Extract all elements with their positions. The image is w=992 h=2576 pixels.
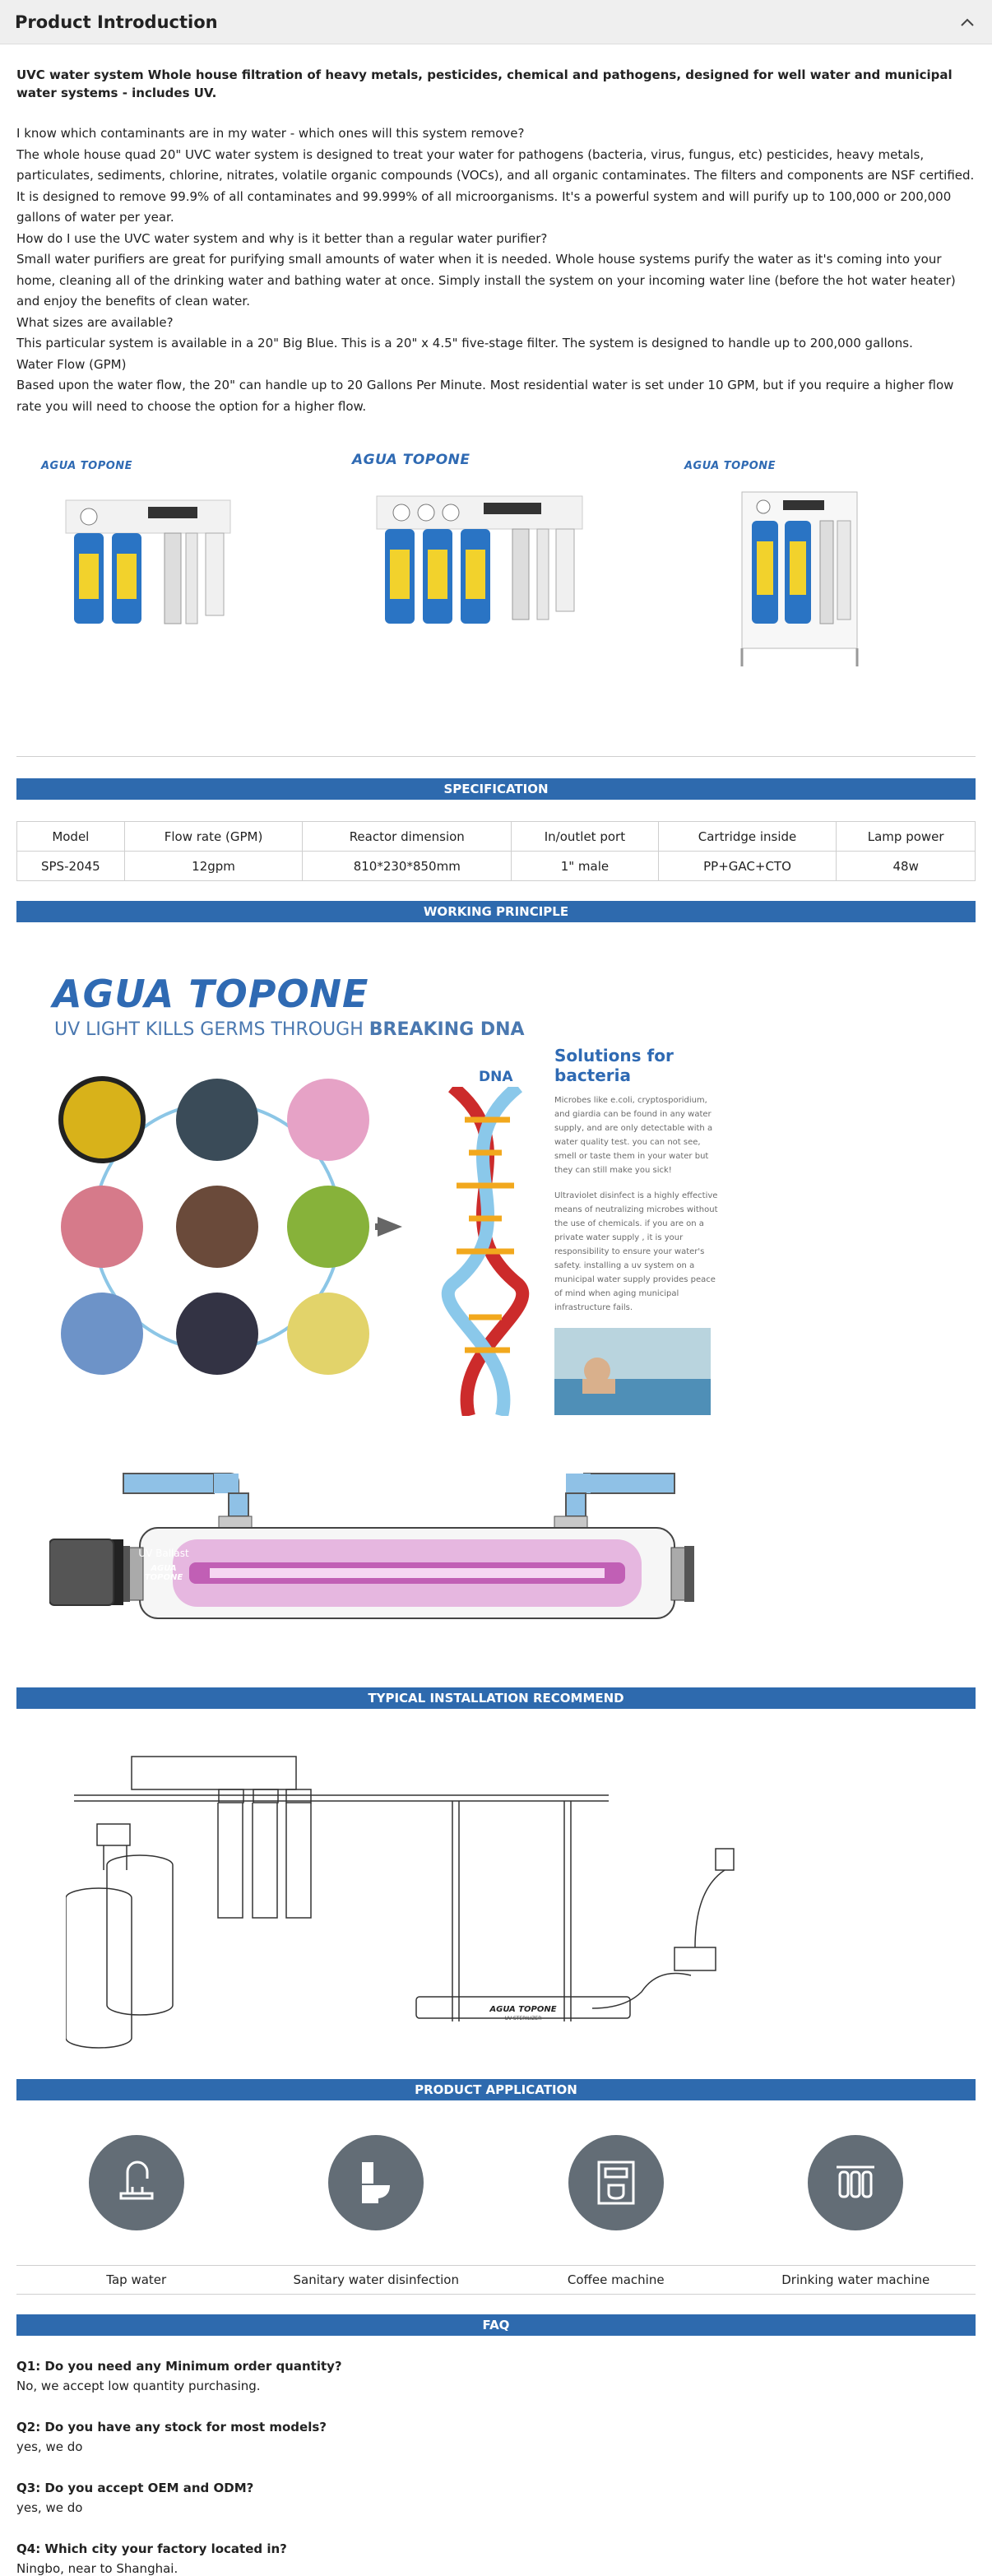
faq-answer: Ningbo, near to Shanghai.	[16, 2561, 178, 2576]
solutions-title: Solutions for bacteria	[554, 1046, 674, 1085]
table-cell: 12gpm	[124, 852, 303, 881]
solutions-paragraph: Microbes like e.coli, cryptosporidium, and giardia can be found in any water supply, and are only detectable with a water quality test. you can not see, smell or taste them in your water but they can still make you sick!	[554, 1096, 713, 1175]
brand-logo: AGUA TOPONE	[53, 972, 369, 1016]
section-header[interactable]	[0, 0, 992, 44]
table-header: In/outlet port	[512, 822, 659, 852]
faq-question: Q4: Which city your factory located in?	[16, 2541, 287, 2556]
product-gallery	[16, 443, 976, 756]
intro-paragraph: The whole house quad 20" UVC water system is designed to treat your water for pathogens (bacteria, virus, fungus, etc) pesticides, heavy metals, particulates, sediments, chlorine, nitrates, volatile organic compounds (VOCs), and all organic contaminates. The filters and components are NSF certified. It is designed to remove 99.9% of all contaminates and 99.999% of all microorganisms. It's a powerful system and will purify up to 100,000 or 200,000 gallons of water per year.	[16, 146, 975, 225]
faq-answer: yes, we do	[16, 2500, 83, 2515]
application-labels	[16, 2265, 976, 2295]
application-icons	[16, 2100, 976, 2265]
table-header: Lamp power	[837, 822, 976, 852]
table-row	[17, 852, 976, 881]
intro-paragraph: Based upon the water flow, the 20" can handle up to 20 Gallons Per Minute. Most residential water is set under 10 GPM, but if you require a higher flow rate you will need to choose the option for a higher flow.	[16, 378, 954, 414]
table-header: Flow rate (GPM)	[124, 822, 303, 852]
table-cell: PP+GAC+CTO	[658, 852, 837, 881]
table-cell: SPS-2045	[17, 852, 125, 881]
working-principle-graphic	[16, 922, 976, 1432]
uv-ballast-label: UV Ballast	[138, 1548, 189, 1559]
spec-table	[16, 821, 976, 881]
product-image-cabinet[interactable]	[684, 460, 882, 676]
uv-tagline	[54, 1019, 525, 1040]
dna-label: DNA	[479, 1069, 513, 1085]
chevron-up-icon[interactable]	[959, 14, 976, 30]
faq-question: Q1: Do you need any Minimum order quantity?	[16, 2359, 342, 2374]
section-bar-specification: SPECIFICATION	[16, 778, 976, 800]
intro-paragraph: What sizes are available?	[16, 314, 174, 330]
table-header-row	[17, 822, 976, 852]
section-bar-installation: TYPICAL INSTALLATION RECOMMEND	[16, 1687, 976, 1709]
divider	[16, 756, 976, 757]
intro-paragraph: I know which contaminants are in my water - which ones will this system remove?	[16, 126, 525, 141]
application-label: Tap water	[106, 2272, 167, 2287]
table-header: Cartridge inside	[658, 822, 837, 852]
brand-logo: AGUA TOPONE	[41, 460, 133, 472]
intro-paragraph: This particular system is available in a 20" Big Blue. This is a 20" x 4.5" five-stage filter. The system is designed to handle up to 200,000 gallons.	[16, 336, 913, 350]
installation-brand: AGUA TOPONE	[489, 2005, 557, 2014]
table-cell: 1" male	[512, 852, 659, 881]
pool-photo	[554, 1328, 711, 1415]
installation-sub: UV STERILIZER	[504, 2016, 542, 2021]
table-cell: 48w	[837, 852, 976, 881]
dna-helix-illustration	[420, 1087, 551, 1416]
product-image-2stage[interactable]	[41, 460, 255, 652]
coffee-machine-icon	[568, 2135, 664, 2230]
drinking-water-machine-icon	[808, 2135, 903, 2230]
product-image-3stage[interactable]	[352, 452, 599, 656]
solutions-block	[554, 1046, 719, 1418]
application-label: Sanitary water disinfection	[293, 2272, 459, 2287]
intro-paragraph: How do I use the UVC water system and why is it better than a regular water purifier?	[16, 230, 548, 246]
uv-tagline-a: UV LIGHT KILLS GERMS THROUGH	[54, 1019, 369, 1040]
table-cell: 810*230*850mm	[303, 852, 512, 881]
faq-list	[16, 2359, 976, 2576]
section-bar-working-principle: WORKING PRINCIPLE	[16, 901, 976, 922]
tap-water-icon	[89, 2135, 184, 2230]
table-header: Model	[17, 822, 125, 852]
microbes-illustration	[53, 1070, 415, 1383]
section-bar-application: PRODUCT APPLICATION	[16, 2079, 976, 2100]
intro-lead: UVC water system Whole house filtration of heavy metals, pesticides, chemical and pathogens, designed for well water and municipal water systems - includes UV.	[16, 67, 953, 100]
intro-body	[16, 123, 976, 417]
application-label: Drinking water machine	[781, 2272, 930, 2287]
brand-logo: AGUA TOPONE	[684, 460, 776, 472]
installation-diagram	[16, 1709, 976, 2079]
uv-ballast-brand: AGUA TOPONE	[144, 1564, 183, 1582]
uv-tagline-b: BREAKING DNA	[369, 1019, 525, 1040]
toilet-icon	[328, 2135, 424, 2230]
section-bar-faq: FAQ	[16, 2314, 976, 2336]
installation-illustration	[66, 1750, 740, 2071]
solutions-paragraph: Ultraviolet disinfect is a highly effective means of neutralizing microbes without the use of chemicals. if you are on a private water supply , it is your responsibility to ensure your water's safety. installing a uv system on a municipal water supply provides peace of mind when aging municipal infrastructure fails.	[554, 1191, 718, 1312]
intro-paragraph: Water Flow (GPM)	[16, 356, 127, 372]
faq-question: Q2: Do you have any stock for most models?	[16, 2420, 327, 2434]
page-title: Product Introduction	[15, 12, 218, 32]
faq-answer: No, we accept low quantity purchasing.	[16, 2379, 261, 2393]
intro-paragraph: Small water purifiers are great for purifying small amounts of water when it is needed. Whole house systems purify the water as it's coming into your home, cleaning all of the drinking water and bathing water at once. Simply install the system on your incoming water line (before the hot water heater) and enjoy the benefits of clean water.	[16, 252, 956, 309]
table-header: Reactor dimension	[303, 822, 512, 852]
application-label: Coffee machine	[567, 2272, 665, 2287]
uv-reactor-diagram	[16, 1432, 976, 1679]
faq-question: Q3: Do you accept OEM and ODM?	[16, 2481, 254, 2495]
faq-answer: yes, we do	[16, 2439, 83, 2454]
brand-logo: AGUA TOPONE	[352, 452, 471, 468]
